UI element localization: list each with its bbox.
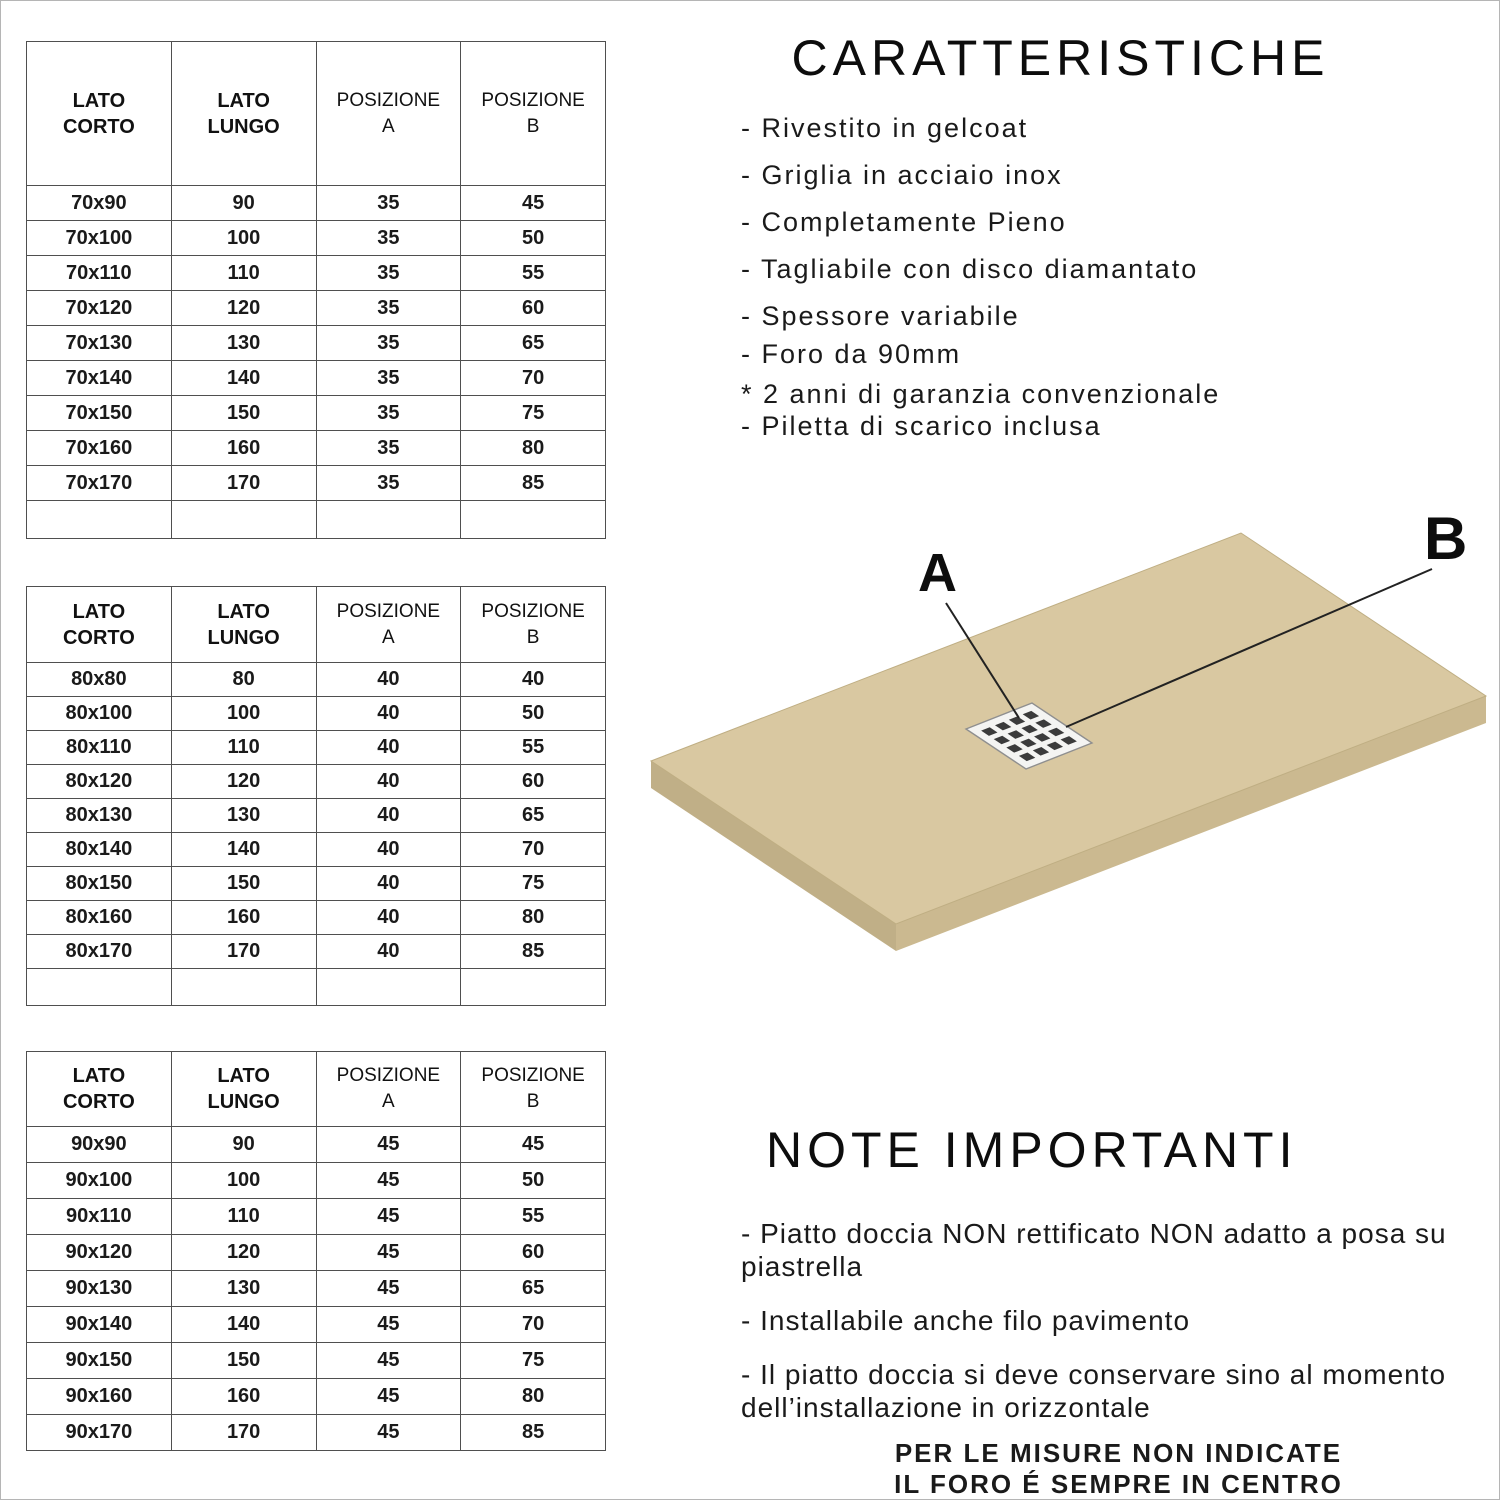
table-row bbox=[27, 431, 606, 466]
table-cell: 80x160 bbox=[27, 901, 172, 935]
table-header-row bbox=[27, 42, 606, 186]
table-cell: 55 bbox=[461, 1199, 606, 1235]
table-cell: 90x110 bbox=[27, 1199, 172, 1235]
column-header: POSIZIONE A bbox=[316, 42, 461, 186]
table-cell: 90 bbox=[171, 186, 316, 221]
table-cell: 150 bbox=[171, 867, 316, 901]
table-cell: 160 bbox=[171, 901, 316, 935]
table-cell: 80 bbox=[461, 1379, 606, 1415]
table-row bbox=[27, 1235, 606, 1271]
list-item: - Piatto doccia NON rettificato NON adatto a posa su piastrella bbox=[741, 1218, 1447, 1282]
table-cell: 45 bbox=[316, 1235, 461, 1271]
table-cell: 90x130 bbox=[27, 1271, 172, 1307]
table-cell: 150 bbox=[171, 1343, 316, 1379]
empty-cell bbox=[461, 969, 606, 1006]
table-cell: 65 bbox=[461, 799, 606, 833]
table-cell: 90x150 bbox=[27, 1343, 172, 1379]
table-cell: 45 bbox=[316, 1343, 461, 1379]
table-cell: 80x130 bbox=[27, 799, 172, 833]
table-row bbox=[27, 1379, 606, 1415]
table-cell: 160 bbox=[171, 431, 316, 466]
table-cell: 90 bbox=[171, 1127, 316, 1163]
table-cell: 70x140 bbox=[27, 361, 172, 396]
table-cell: 45 bbox=[316, 1127, 461, 1163]
list-item: IL FORO É SEMPRE IN CENTRO bbox=[894, 1469, 1343, 1499]
shower-tray-diagram bbox=[636, 511, 1496, 1041]
column-header: LATO CORTO bbox=[27, 42, 172, 186]
table-cell: 85 bbox=[461, 466, 606, 501]
caratteristiche-list bbox=[741, 113, 1220, 410]
table-cell: 160 bbox=[171, 1379, 316, 1415]
table-cell: 75 bbox=[461, 396, 606, 431]
note-footer bbox=[741, 1438, 1496, 1500]
size-table-80 bbox=[26, 586, 606, 1006]
table-cell: 70x120 bbox=[27, 291, 172, 326]
table-row bbox=[27, 867, 606, 901]
table-cell: 75 bbox=[461, 1343, 606, 1379]
list-item: - Installabile anche filo pavimento bbox=[741, 1305, 1191, 1336]
table-cell: 130 bbox=[171, 1271, 316, 1307]
table-cell: 35 bbox=[316, 466, 461, 501]
size-table-90 bbox=[26, 1051, 606, 1451]
caratteristiche-title: CARATTERISTICHE bbox=[791, 30, 1330, 86]
table-cell: 150 bbox=[171, 396, 316, 431]
table-cell: 70 bbox=[461, 1307, 606, 1343]
table-cell: 35 bbox=[316, 256, 461, 291]
piletta-note: - Piletta di scarico inclusa bbox=[741, 411, 1102, 441]
table-cell: 35 bbox=[316, 361, 461, 396]
table-cell: 130 bbox=[171, 799, 316, 833]
table-row bbox=[27, 765, 606, 799]
table-cell: 100 bbox=[171, 221, 316, 256]
empty-cell bbox=[27, 969, 172, 1006]
table-cell: 110 bbox=[171, 731, 316, 765]
column-header: POSIZIONE B bbox=[461, 42, 606, 186]
table-row bbox=[27, 221, 606, 256]
table-row bbox=[27, 1127, 606, 1163]
table-cell: 80x110 bbox=[27, 731, 172, 765]
table-row bbox=[27, 663, 606, 697]
table-cell: 40 bbox=[461, 663, 606, 697]
table-cell: 40 bbox=[316, 935, 461, 969]
table-cell: 70x130 bbox=[27, 326, 172, 361]
table-cell: 40 bbox=[316, 731, 461, 765]
table-cell: 65 bbox=[461, 326, 606, 361]
note-importanti-title: NOTE IMPORTANTI bbox=[766, 1122, 1298, 1178]
table-cell: 40 bbox=[316, 799, 461, 833]
table-cell: 120 bbox=[171, 765, 316, 799]
list-item: - Foro da 90mm bbox=[741, 339, 962, 369]
table-cell: 40 bbox=[316, 867, 461, 901]
list-item: - Spessore variabile bbox=[741, 301, 1020, 331]
table-row bbox=[27, 901, 606, 935]
list-item: - Rivestito in gelcoat bbox=[741, 113, 1029, 143]
column-header: LATO LUNGO bbox=[171, 1052, 316, 1127]
drain-position-label-a: A bbox=[918, 543, 957, 603]
table-cell: 85 bbox=[461, 935, 606, 969]
table-row bbox=[27, 799, 606, 833]
table-row bbox=[27, 935, 606, 969]
table-cell: 50 bbox=[461, 697, 606, 731]
list-item: - Griglia in acciaio inox bbox=[741, 160, 1063, 190]
table-cell: 45 bbox=[461, 186, 606, 221]
table-cell: 35 bbox=[316, 221, 461, 256]
column-header: POSIZIONE A bbox=[316, 587, 461, 663]
column-header: LATO CORTO bbox=[27, 1052, 172, 1127]
table-row bbox=[27, 697, 606, 731]
table-cell: 100 bbox=[171, 1163, 316, 1199]
column-header: POSIZIONE B bbox=[461, 587, 606, 663]
table-row bbox=[27, 1163, 606, 1199]
table-cell: 170 bbox=[171, 1415, 316, 1451]
table-cell: 40 bbox=[316, 901, 461, 935]
table-cell: 40 bbox=[316, 765, 461, 799]
table-cell: 60 bbox=[461, 291, 606, 326]
empty-cell bbox=[171, 501, 316, 539]
table-cell: 40 bbox=[316, 663, 461, 697]
table-cell: 45 bbox=[316, 1379, 461, 1415]
table-cell: 60 bbox=[461, 765, 606, 799]
column-header: POSIZIONE A bbox=[316, 1052, 461, 1127]
table-row bbox=[27, 361, 606, 396]
empty-cell bbox=[316, 501, 461, 539]
table-cell: 120 bbox=[171, 291, 316, 326]
empty-row bbox=[27, 969, 606, 1006]
table-header-row bbox=[27, 1052, 606, 1127]
table-cell: 55 bbox=[461, 731, 606, 765]
table-cell: 35 bbox=[316, 186, 461, 221]
table-cell: 80x170 bbox=[27, 935, 172, 969]
table-row bbox=[27, 1271, 606, 1307]
table-cell: 55 bbox=[461, 256, 606, 291]
empty-row bbox=[27, 501, 606, 539]
table-header-row bbox=[27, 587, 606, 663]
table-cell: 70 bbox=[461, 833, 606, 867]
table-row bbox=[27, 466, 606, 501]
table-cell: 80x150 bbox=[27, 867, 172, 901]
empty-cell bbox=[171, 969, 316, 1006]
table-cell: 80x80 bbox=[27, 663, 172, 697]
table-row bbox=[27, 326, 606, 361]
list-item: - Completamente Pieno bbox=[741, 207, 1067, 237]
table-cell: 70x110 bbox=[27, 256, 172, 291]
table-cell: 170 bbox=[171, 935, 316, 969]
table-cell: 45 bbox=[316, 1163, 461, 1199]
table-cell: 35 bbox=[316, 326, 461, 361]
table-cell: 80 bbox=[461, 431, 606, 466]
column-header: LATO LUNGO bbox=[171, 42, 316, 186]
table-row bbox=[27, 833, 606, 867]
table-cell: 70x90 bbox=[27, 186, 172, 221]
table-cell: 45 bbox=[316, 1271, 461, 1307]
table-row bbox=[27, 291, 606, 326]
table-cell: 90x100 bbox=[27, 1163, 172, 1199]
column-header: LATO CORTO bbox=[27, 587, 172, 663]
table-row bbox=[27, 1307, 606, 1343]
table-row bbox=[27, 731, 606, 765]
empty-cell bbox=[461, 501, 606, 539]
table-cell: 40 bbox=[316, 833, 461, 867]
drain-position-label-b: B bbox=[1424, 511, 1468, 572]
table-cell: 40 bbox=[316, 697, 461, 731]
column-header: POSIZIONE B bbox=[461, 1052, 606, 1127]
table-cell: 120 bbox=[171, 1235, 316, 1271]
table-cell: 70x150 bbox=[27, 396, 172, 431]
empty-cell bbox=[316, 969, 461, 1006]
table-cell: 70x170 bbox=[27, 466, 172, 501]
table-cell: 85 bbox=[461, 1415, 606, 1451]
empty-cell bbox=[27, 501, 172, 539]
note-importanti-list bbox=[741, 1217, 1486, 1445]
table-cell: 140 bbox=[171, 1307, 316, 1343]
list-item: - Il piatto doccia si deve conservare sino al momento dell’installazione in orizzontale bbox=[741, 1359, 1447, 1423]
table-cell: 45 bbox=[461, 1127, 606, 1163]
table-cell: 80 bbox=[461, 901, 606, 935]
table-row bbox=[27, 1415, 606, 1451]
table-row bbox=[27, 1199, 606, 1235]
table-cell: 90x140 bbox=[27, 1307, 172, 1343]
table-cell: 140 bbox=[171, 833, 316, 867]
table-cell: 90x90 bbox=[27, 1127, 172, 1163]
size-table-70 bbox=[26, 41, 606, 539]
column-header: LATO LUNGO bbox=[171, 587, 316, 663]
table-cell: 50 bbox=[461, 221, 606, 256]
table-cell: 45 bbox=[316, 1307, 461, 1343]
table-cell: 70 bbox=[461, 361, 606, 396]
table-row bbox=[27, 186, 606, 221]
table-cell: 130 bbox=[171, 326, 316, 361]
table-cell: 140 bbox=[171, 361, 316, 396]
table-cell: 70x160 bbox=[27, 431, 172, 466]
table-cell: 110 bbox=[171, 1199, 316, 1235]
table-cell: 90x160 bbox=[27, 1379, 172, 1415]
table-cell: 110 bbox=[171, 256, 316, 291]
table-cell: 70x100 bbox=[27, 221, 172, 256]
table-cell: 100 bbox=[171, 697, 316, 731]
list-item: PER LE MISURE NON INDICATE bbox=[894, 1438, 1343, 1468]
table-cell: 90x120 bbox=[27, 1235, 172, 1271]
table-cell: 65 bbox=[461, 1271, 606, 1307]
table-cell: 45 bbox=[316, 1199, 461, 1235]
list-item: - Tagliabile con disco diamantato bbox=[741, 254, 1199, 284]
table-cell: 80x140 bbox=[27, 833, 172, 867]
table-cell: 80x120 bbox=[27, 765, 172, 799]
table-cell: 80x100 bbox=[27, 697, 172, 731]
table-cell: 80 bbox=[171, 663, 316, 697]
list-item: * 2 anni di garanzia convenzionale bbox=[741, 379, 1221, 409]
table-cell: 50 bbox=[461, 1163, 606, 1199]
table-cell: 75 bbox=[461, 867, 606, 901]
table-cell: 35 bbox=[316, 291, 461, 326]
table-cell: 170 bbox=[171, 466, 316, 501]
table-cell: 60 bbox=[461, 1235, 606, 1271]
table-cell: 45 bbox=[316, 1415, 461, 1451]
table-row bbox=[27, 256, 606, 291]
table-cell: 35 bbox=[316, 431, 461, 466]
table-cell: 35 bbox=[316, 396, 461, 431]
table-row bbox=[27, 1343, 606, 1379]
table-row bbox=[27, 396, 606, 431]
table-cell: 90x170 bbox=[27, 1415, 172, 1451]
